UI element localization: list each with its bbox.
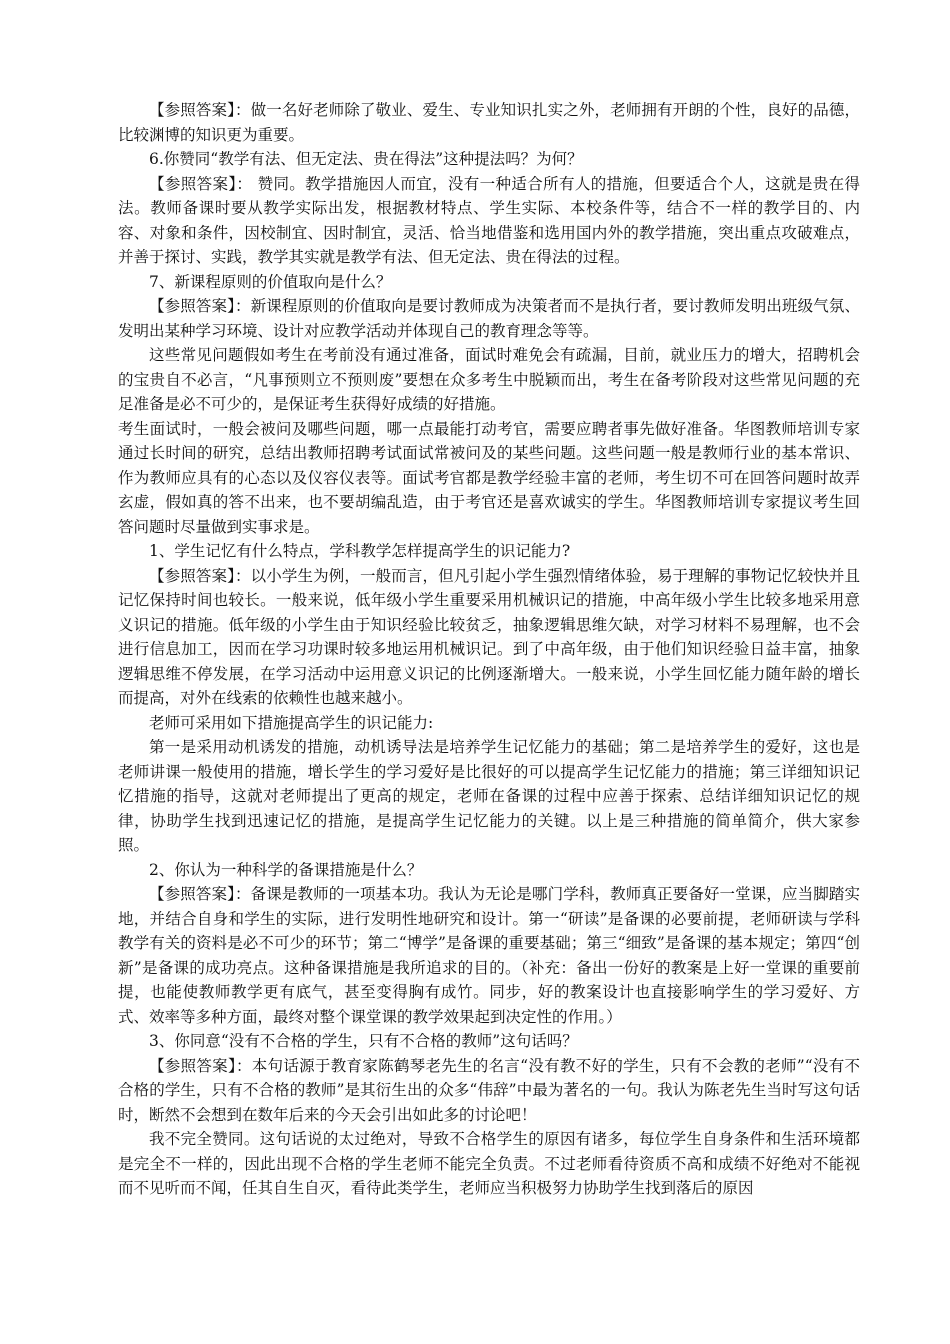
answer-paragraph: 【参照答案】：做一名好老师除了敬业、爱生、专业知识扎实之外，老师拥有开朗的个性，良好的品德，比较渊博的知识更为重要。 xyxy=(118,101,860,144)
body-paragraph: 第一是采用动机诱发的措施，动机诱导法是培养学生记忆能力的基础；第二是培养学生的爱好，这也是老师讲课一般使用的措施，增长学生的学习爱好是比很好的可以提高学生记忆能力的措施；第三详细知识记忆措施的指导，这就对老师提出了更高的规定，老师在备课的过程中应善于探索、总结详细知识记忆的规律，协助学生找到迅速记忆的措施，是提高学生记忆能力的关键。以上是三种措施的简单简介，供大家参照。 xyxy=(118,738,860,854)
question-heading: 1、学生记忆有什么特点，学科教学怎样提高学生的识记能力? xyxy=(149,542,571,560)
question-heading: 7、新课程原则的价值取向是什么？ xyxy=(149,272,392,291)
question-heading: 6.你赞同“教学有法、但无定法、贵在得法”这种提法吗？为何？ xyxy=(149,150,583,168)
answer-paragraph: 【参照答案】： 赞同。教学措施因人而宜，没有一种适合所有人的措施，但要适合个人，这就是贵在得法。教师备课时要从教学实际出发，根据教材特点、学生实际、本校条件等，结合不一样的教学目的、内容、对象和条件，因校制宜、因时制宜，灵活、恰当地借鉴和选用国内外的教学措施，突出重点攻破难点，并善于探讨、实践，教学其实就是教学有法、但无定法、贵在得法的过程。 xyxy=(118,174,860,266)
body-paragraph: 考生面试时，一般会被问及哪些问题，哪一点最能打动考官，需要应聘者事先做好准备。华图教师培训专家通过长时间的研究，总结出教师招聘考试面试常被问及的某些问题。这些问题一般是教师行业的基本常识、作为教师应具有的心态以及仪容仪表等。面试考官都是教学经验丰富的老师，考生切不可在回答问题时故弄玄虚，假如真的答不出来，也不要胡编乱造，由于考官还是喜欢诚实的学生。华图教师培训专家提议考生回答问题时尽量做到实事求是。 xyxy=(118,419,860,536)
body-paragraph: 这些常见问题假如考生在考前没有通过准备，面试时难免会有疏漏，目前，就业压力的增大，招聘机会的宝贵自不必言，“凡事预则立不预则废”要想在众多考生中脱颖而出，考生在备考阶段对这些常见问题的充足准备是必不可少的，是保证考生获得好成绩的好措施。 xyxy=(118,346,860,413)
answer-paragraph: 【参照答案】：本句话源于教育家陈鹤琴老先生的名言“没有教不好的学生，只有不会教的老师”“没有不合格的学生，只有不合格的教师”是其衍生出的众多“伟辞”中最为著名的一句。我认为陈老先生当时写这句话时，断然不会想到在数年后来的今天会引出如此多的讨论吧！ xyxy=(118,1056,860,1124)
body-paragraph: 我不完全赞同。这句话说的太过绝对，导致不合格学生的原因有诸多，每位学生自身条件和生活环境都是完全不一样的，因此出现不合格的学生老师不能完全负责。不过老师看待资质不高和成绩不好绝对不能视而不见听而不闻，任其自生自灭，看待此类学生，老师应当积极努力协助学生找到落后的原因 xyxy=(118,1130,860,1197)
body-paragraph: 老师可采用如下措施提高学生的识记能力: xyxy=(149,713,434,732)
answer-paragraph: 【参照答案】：新课程原则的价值取向是要讨教师成为决策者而不是执行者，要讨教师发明出班级气氛、发明出某种学习环境、设计对应教学活动并体现自己的教育理念等等。 xyxy=(118,297,860,340)
question-heading: 2、你认为一种科学的备课措施是什么？ xyxy=(149,860,423,879)
answer-paragraph: 【参照答案】：以小学生为例，一般而言，但凡引起小学生强烈情绪体验，易于理解的事物记忆较快并且记忆保持时间也较长。一般来说，低年级小学生重要采用机械识记的措施，中高年级小学生比较多地采用意义识记的措施。低年级的小学生由于知识经验比较贫乏，抽象逻辑思维欠缺，对学习材料不易理解，也不会进行信息加工，因而在学习功课时较多地运用机械识记。到了中高年级，由于他们知识经验日益丰富，抽象逻辑思维不停发展，在学习活动中运用意义识记的比例逐渐增大。一般来说，小学生回忆能力随年龄的增长而提高，对外在线索的依赖性也越来越小。 xyxy=(118,566,860,707)
answer-paragraph: 【参照答案】：备课是教师的一项基本功。我认为无论是哪门学科，教师真正要备好一堂课，应当脚踏实地，并结合自身和学生的实际，进行发明性地研究和设计。第一“研读”是备课的必要前提，老师研读与学科教学有关的资料是必不可少的环节；第二“博学”是备课的重要基础；第三“细致”是备课的基本规定；第四“创新”是备课的成功亮点。这种备课措施是我所追求的目的。（补充：备出一份好的教案是上好一堂课的重要前提，也能使教师教学更有底气，甚至变得胸有成竹。同步，好的教案设计也直接影响学生的学习爱好、方式、效率等多种方面，最终对整个课堂课的教学效果起到决定性的作用。） xyxy=(118,885,860,1026)
question-heading: 3、你同意“没有不合格的学生，只有不合格的教师”这句话吗？ xyxy=(149,1032,578,1050)
document-page xyxy=(118,98,860,1201)
